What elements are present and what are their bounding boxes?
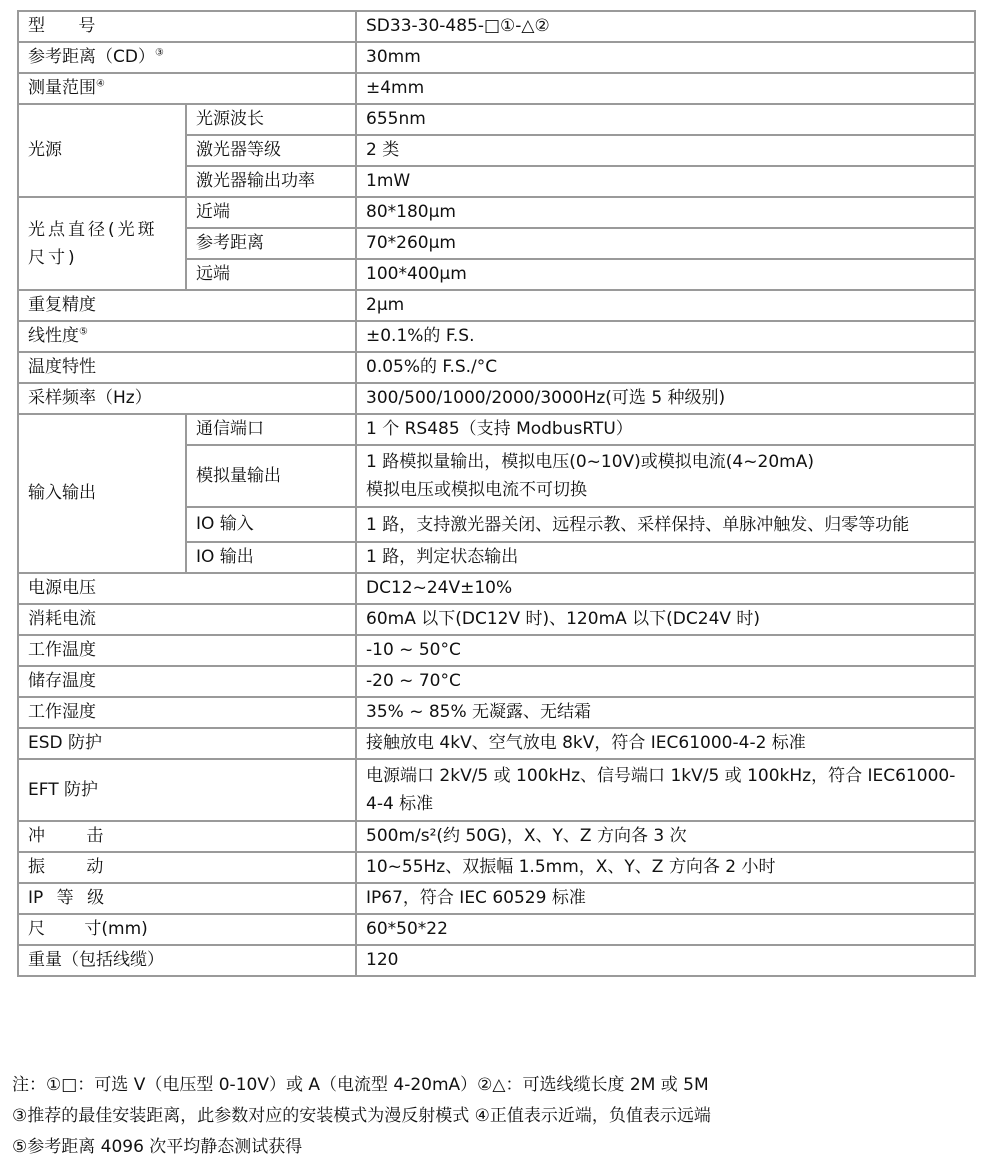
row-value-op-temp: -10 ~ 50°C bbox=[356, 635, 975, 666]
row-value-repeat: 2μm bbox=[356, 290, 975, 321]
sub-label-io-in: IO 输入 bbox=[186, 507, 356, 542]
table-row bbox=[18, 666, 975, 697]
table-row bbox=[18, 414, 975, 445]
footnotes bbox=[12, 1070, 711, 1163]
table-row bbox=[18, 914, 975, 945]
sub-value-analog: 1 路模拟量输出，模拟电压(0~10V)或模拟电流(4~20mA) 模拟电压或模拟电流不可切换 bbox=[356, 445, 975, 507]
row-value-size: 60*50*22 bbox=[356, 914, 975, 945]
sub-label-wavelength: 光源波长 bbox=[186, 104, 356, 135]
row-value-range: ±4mm bbox=[356, 73, 975, 104]
table-row bbox=[18, 759, 975, 821]
sub-value-ref: 70*260μm bbox=[356, 228, 975, 259]
table-row bbox=[18, 635, 975, 666]
row-label-weight: 重量（包括线缆） bbox=[18, 945, 356, 976]
table-row bbox=[18, 321, 975, 352]
table-row bbox=[18, 42, 975, 73]
group-label-light-source: 光源 bbox=[18, 104, 186, 197]
sub-value-far: 100*400μm bbox=[356, 259, 975, 290]
row-value-model: SD33-30-485-□①-△② bbox=[356, 11, 975, 42]
row-label-voltage: 电源电压 bbox=[18, 573, 356, 604]
row-label-range: 测量范围④ bbox=[18, 73, 356, 104]
sub-value-wavelength: 655nm bbox=[356, 104, 975, 135]
sub-label-laser-power: 激光器输出功率 bbox=[186, 166, 356, 197]
table-row bbox=[18, 697, 975, 728]
row-label-current: 消耗电流 bbox=[18, 604, 356, 635]
row-value-humidity: 35% ~ 85% 无凝露、无结霜 bbox=[356, 697, 975, 728]
row-label-eft: EFT 防护 bbox=[18, 759, 356, 821]
sub-label-far: 远端 bbox=[186, 259, 356, 290]
row-value-esd: 接触放电 4kV、空气放电 8kV，符合 IEC61000-4-2 标准 bbox=[356, 728, 975, 759]
row-value-st-temp: -20 ~ 70°C bbox=[356, 666, 975, 697]
table-row bbox=[18, 821, 975, 852]
sub-value-near: 80*180μm bbox=[356, 197, 975, 228]
table-row bbox=[18, 383, 975, 414]
spec-table bbox=[17, 10, 976, 977]
sub-value-io-out: 1 路，判定状态输出 bbox=[356, 542, 975, 573]
row-value-current: 60mA 以下(DC12V 时)、120mA 以下(DC24V 时) bbox=[356, 604, 975, 635]
sub-value-io-in: 1 路，支持激光器关闭、远程示教、采样保持、单脉冲触发、归零等功能 bbox=[356, 507, 975, 542]
row-value-eft: 电源端口 2kV/5 或 100kHz、信号端口 1kV/5 或 100kHz，符合 IEC61000-4-4 标准 bbox=[356, 759, 975, 821]
row-label-op-temp: 工作温度 bbox=[18, 635, 356, 666]
row-label-ref-distance: 参考距离（CD）③ bbox=[18, 42, 356, 73]
row-label-size: 尺 寸(mm) bbox=[18, 914, 356, 945]
row-value-voltage: DC12~24V±10% bbox=[356, 573, 975, 604]
table-row bbox=[18, 73, 975, 104]
row-label-esd: ESD 防护 bbox=[18, 728, 356, 759]
table-row bbox=[18, 604, 975, 635]
row-value-sampling: 300/500/1000/2000/3000Hz(可选 5 种级别) bbox=[356, 383, 975, 414]
table-row bbox=[18, 197, 975, 228]
table-row bbox=[18, 945, 975, 976]
sub-label-io-out: IO 输出 bbox=[186, 542, 356, 573]
sub-value-laser-power: 1mW bbox=[356, 166, 975, 197]
row-label-st-temp: 储存温度 bbox=[18, 666, 356, 697]
group-label-io: 输入输出 bbox=[18, 414, 186, 573]
row-value-ref-distance: 30mm bbox=[356, 42, 975, 73]
sub-label-ref: 参考距离 bbox=[186, 228, 356, 259]
row-label-repeat: 重复精度 bbox=[18, 290, 356, 321]
sub-label-laser-class: 激光器等级 bbox=[186, 135, 356, 166]
row-label-vibration: 振 动 bbox=[18, 852, 356, 883]
row-value-shock: 500m/s²(约 50G)，X、Y、Z 方向各 3 次 bbox=[356, 821, 975, 852]
table-row bbox=[18, 352, 975, 383]
table-row bbox=[18, 883, 975, 914]
table-row bbox=[18, 11, 975, 42]
row-value-weight: 120 bbox=[356, 945, 975, 976]
sub-label-analog: 模拟量输出 bbox=[186, 445, 356, 507]
row-label-shock: 冲 击 bbox=[18, 821, 356, 852]
row-label-sampling: 采样频率（Hz） bbox=[18, 383, 356, 414]
footnote-line: 注：①□：可选 V（电压型 0-10V）或 A（电流型 4-20mA）②△：可选线缆长度 2M 或 5M bbox=[12, 1075, 709, 1095]
table-row bbox=[18, 104, 975, 135]
row-label-model: 型 号 bbox=[18, 11, 356, 42]
row-value-linearity: ±0.1%的 F.S. bbox=[356, 321, 975, 352]
sub-value-laser-class: 2 类 bbox=[356, 135, 975, 166]
row-value-temp-char: 0.05%的 F.S./°C bbox=[356, 352, 975, 383]
row-label-ip: IP 等 级 bbox=[18, 883, 356, 914]
footnote-line: ③推荐的最佳安装距离，此参数对应的安装模式为漫反射模式 ④正值表示近端，负值表示远端 bbox=[12, 1106, 711, 1126]
group-label-spot: 光点直径(光斑尺寸) bbox=[18, 197, 186, 290]
row-value-ip: IP67，符合 IEC 60529 标准 bbox=[356, 883, 975, 914]
sub-value-comm: 1 个 RS485（支持 ModbusRTU） bbox=[356, 414, 975, 445]
table-row bbox=[18, 852, 975, 883]
table-row bbox=[18, 573, 975, 604]
table-row bbox=[18, 728, 975, 759]
row-label-temp-char: 温度特性 bbox=[18, 352, 356, 383]
sub-label-comm: 通信端口 bbox=[186, 414, 356, 445]
footnote-line: ⑤参考距离 4096 次平均静态测试获得 bbox=[12, 1137, 303, 1157]
row-value-vibration: 10~55Hz、双振幅 1.5mm，X、Y、Z 方向各 2 小时 bbox=[356, 852, 975, 883]
table-row bbox=[18, 290, 975, 321]
sub-label-near: 近端 bbox=[186, 197, 356, 228]
row-label-linearity: 线性度⑤ bbox=[18, 321, 356, 352]
row-label-humidity: 工作湿度 bbox=[18, 697, 356, 728]
